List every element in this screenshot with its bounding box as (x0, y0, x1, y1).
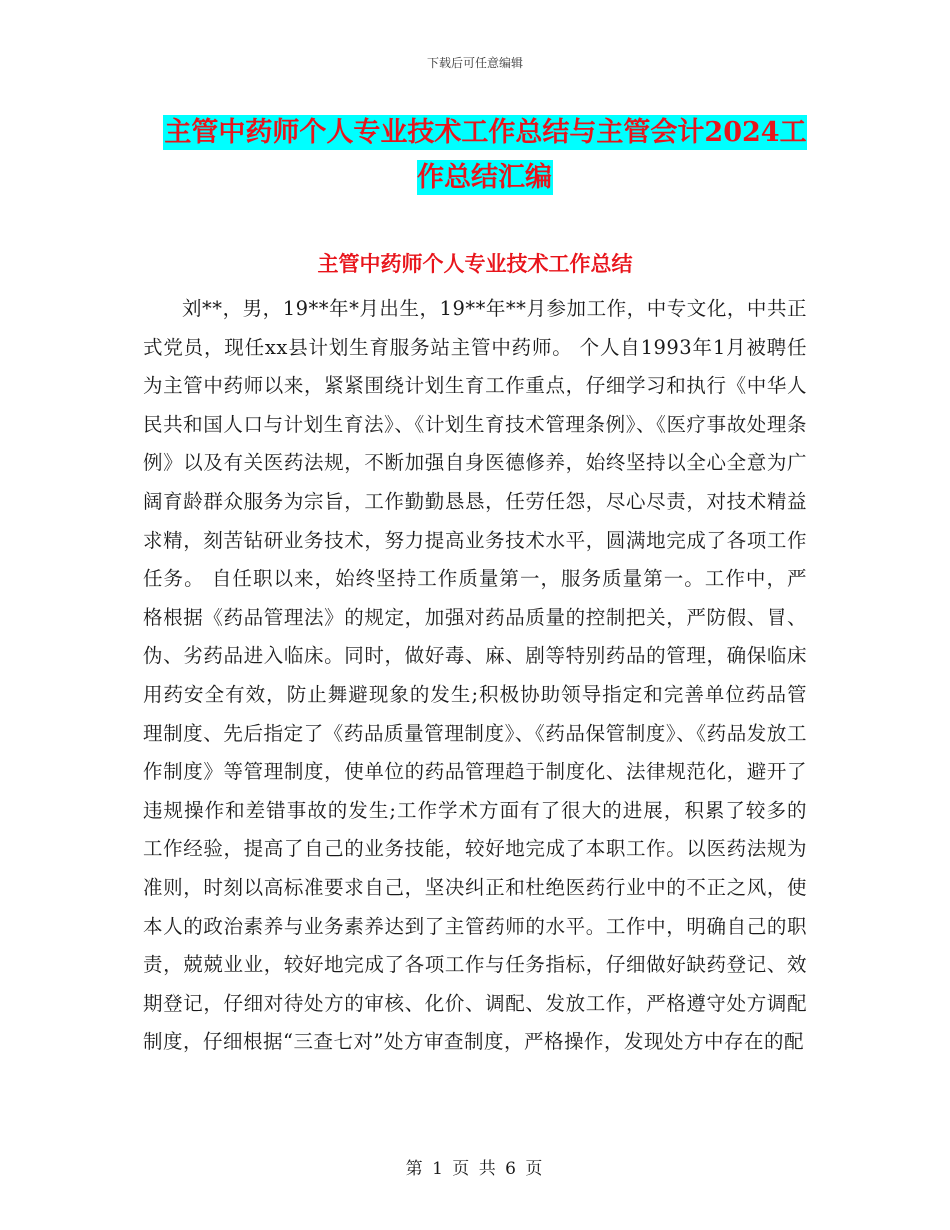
page-indicator: 第 1 页 共 6 页 (405, 1159, 545, 1179)
document-title (150, 110, 820, 200)
document-title-text: 主管中药师个人专业技术工作总结与主管会计2024工作总结汇编 (164, 117, 807, 193)
body-paragraph: 刘**，男，19**年*月出生，19**年**月参加工作，中专文化，中共正式党员，现任xx县计划生育服务站主管中药师。 个人自1993年1月被聘任为主管中药师以来，紧紧围绕计划生育工作重点，仔细学习和执行《中华人民共和国人口与计划生育法》、《计划生育技术管理条例》、《医疗事故处理条例》以及有关医药法规，不断加强自身医德修养，始终坚持以全心全意为广阔育龄群众服务为宗旨，工作勤勤恳恳，任劳任怨，尽心尽责，对技术精益求精，刻苦钻研业务技术，努力提高业务技术水平，圆满地完成了各项工作任务。 自任职以来，始终坚持工作质量第一，服务质量第一。工作中，严格根据《药品管理法》的规定，加强对药品质量的控制把关，严防假、冒、伪、劣药品进入临床。同时，做好毒、麻、剧等特别药品的管理，确保临床用药安全有效，防止舞避现象的发生;积极协助领导指定和完善单位药品管理制度、先后指定了《药品质量管理制度》、《药品保管制度》、《药品发放工作制度》等管理制度，使单位的药品管理趋于制度化、法律规范化，避开了违规操作和差错事故的发生;工作学术方面有了很大的进展，积累了较多的工作经验，提高了自己的业务技能，较好地完成了本职工作。以医药法规为准则，时刻以高标准要求自己，坚决纠正和杜绝医药行业中的不正之风，使本人的政治素养与业务素养达到了主管药师的水平。工作中，明确自己的职责，兢兢业业，较好地完成了各项工作与任务指标，仔细做好缺药登记、效期登记，仔细对待处方的审核、化价、调配、发放工作，严格遵守处方调配制度，仔细根据“三查七对”处方审查制度，严格操作，发现处方中存在的配 (143, 297, 807, 1054)
section-title: 主管中药师个人专业技术工作总结 (317, 251, 633, 276)
header-note: 下载后可任意编辑 (426, 56, 523, 70)
